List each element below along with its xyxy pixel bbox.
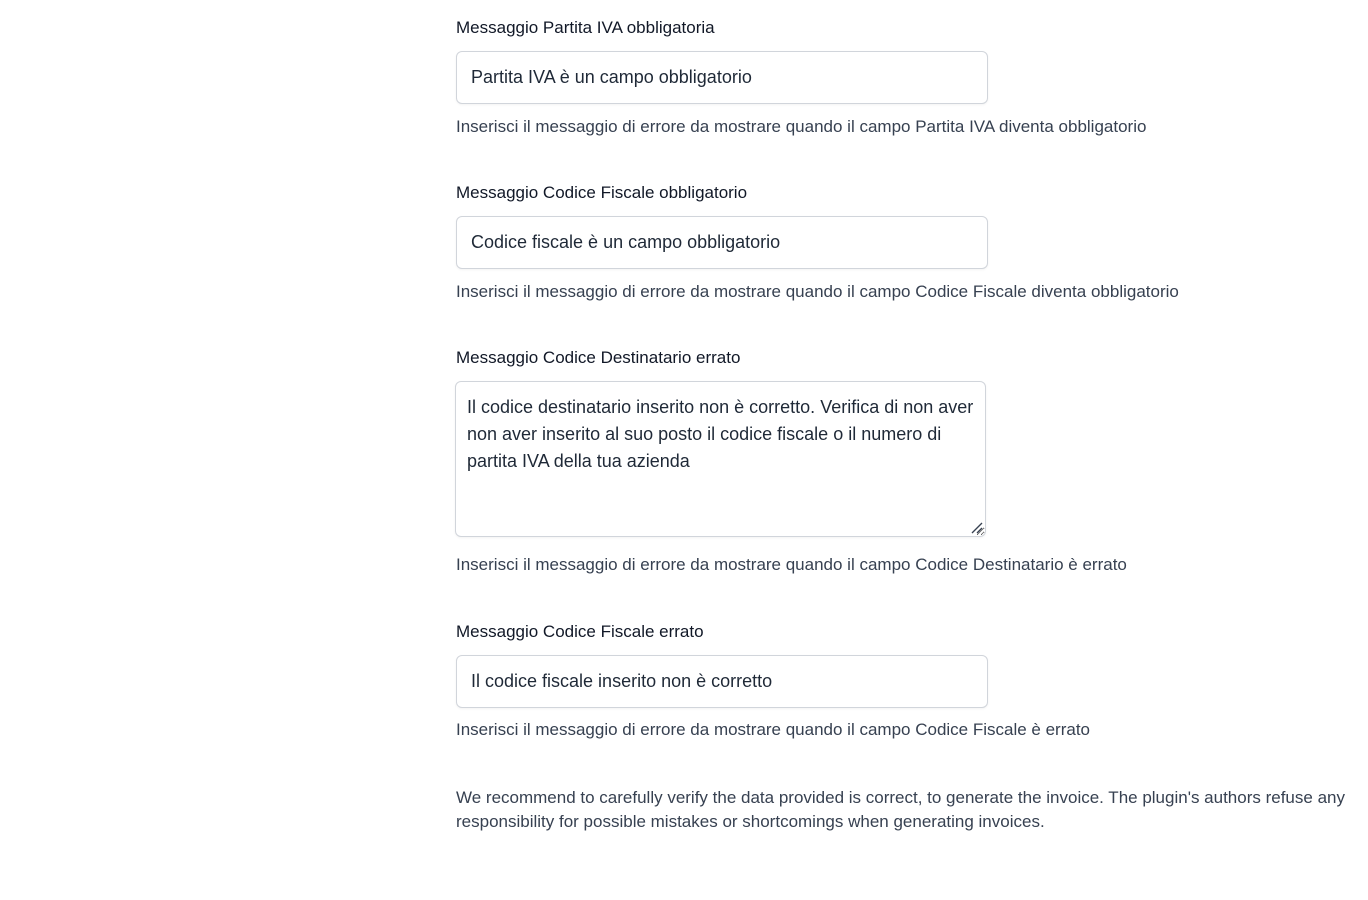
codice-fiscale-required-message-help: Inserisci il messaggio di errore da mostrare quando il campo Codice Fiscale diventa obbligatorio <box>456 282 1179 301</box>
codice-fiscale-invalid-message-label: Messaggio Codice Fiscale errato <box>456 622 704 641</box>
disclaimer-note: We recommend to carefully verify the data provided is correct, to generate the invoice. The plugin's authors refuse any responsibility for possible mistakes or shortcomings when generating invoices. <box>456 788 1345 831</box>
codice-fiscale-required-message-label: Messaggio Codice Fiscale obbligatorio <box>456 183 748 202</box>
codice-destinatario-message-help: Inserisci il messaggio di errore da mostrare quando il campo Codice Destinatario è errato <box>456 555 1127 574</box>
resize-handle-icon[interactable] <box>969 520 983 534</box>
codice-fiscale-invalid-message-help: Inserisci il messaggio di errore da mostrare quando il campo Codice Fiscale è errato <box>456 720 1091 739</box>
codice-destinatario-message-textarea[interactable] <box>455 381 986 537</box>
codice-destinatario-message-label: Messaggio Codice Destinatario errato <box>456 348 741 367</box>
codice-fiscale-required-message-input[interactable] <box>456 216 988 269</box>
partita-iva-message-label: Messaggio Partita IVA obbligatoria <box>456 18 715 37</box>
partita-iva-message-help: Inserisci il messaggio di errore da mostrare quando il campo Partita IVA diventa obbligatorio <box>456 117 1147 136</box>
codice-fiscale-invalid-message-input[interactable] <box>456 655 988 708</box>
partita-iva-message-input[interactable] <box>456 51 988 104</box>
